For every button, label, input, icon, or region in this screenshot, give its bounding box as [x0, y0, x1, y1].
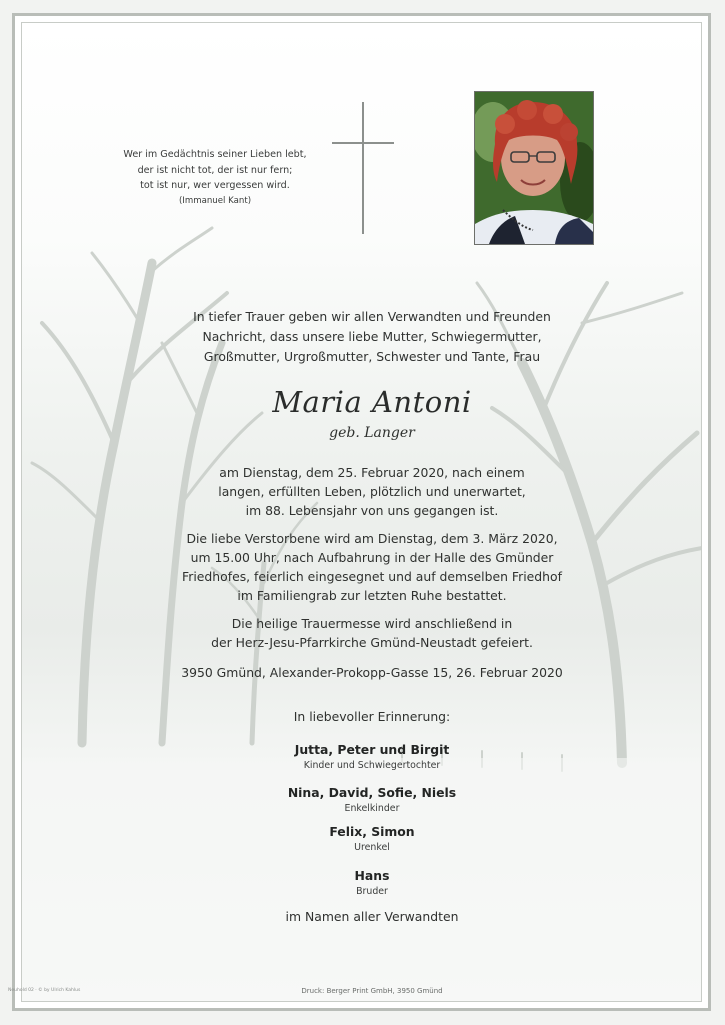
mass-details: [112, 614, 632, 652]
memory-heading: In liebevoller Erinnerung:: [293, 709, 451, 724]
quote-line: Wer im Gedächtnis seiner Lieben lebt,: [123, 149, 307, 160]
printer-credit: Druck: Berger Print GmbH, 3950 Gmünd: [301, 987, 443, 995]
cross-icon: [332, 102, 396, 234]
portrait-illustration: [475, 92, 593, 244]
death-line: am Dienstag, dem 25. Februar 2020, nach einem: [219, 465, 525, 480]
quote-author: (Immanuel Kant): [178, 195, 252, 206]
intro-line: Nachricht, dass unsere liebe Mutter, Schwiegermutter,: [202, 329, 542, 344]
intro-line: In tiefer Trauer geben wir allen Verwandten und Freunden: [193, 309, 551, 324]
death-line: langen, erfüllten Leben, plötzlich und unerwartet,: [218, 484, 526, 499]
funeral-details: [112, 529, 632, 605]
intro-text: [122, 307, 622, 367]
funeral-line: im Familiengrab zur letzten Ruhe bestattet.: [237, 588, 507, 603]
family-group: [172, 823, 572, 854]
maiden-name: geb. Langer: [329, 425, 415, 441]
place-date: 3950 Gmünd, Alexander-Prokopp-Gasse 15, 26. Februar 2020: [181, 665, 563, 680]
closing-line: im Namen aller Verwandten: [285, 909, 459, 924]
death-notice: [112, 463, 632, 520]
template-mark: Neuhold 02 · © by Ulrich Kahlus: [8, 988, 81, 993]
funeral-line: Die liebe Verstorbene wird am Dienstag, dem 3. März 2020,: [186, 531, 558, 546]
family-role: Kinder und Schwiegertochter: [303, 760, 441, 771]
portrait-photo: [474, 91, 594, 245]
family-names: Felix, Simon: [329, 824, 415, 839]
parte-card: [12, 13, 711, 1011]
mass-line: Die heilige Trauermesse wird anschließend in: [231, 616, 513, 631]
family-names: Jutta, Peter und Birgit: [294, 742, 450, 757]
family-names: Nina, David, Sofie, Niels: [287, 785, 457, 800]
family-group: [172, 867, 572, 898]
death-line: im 88. Lebensjahr von uns gegangen ist.: [245, 503, 499, 518]
family-names: Hans: [354, 868, 390, 883]
mass-line: der Herz-Jesu-Pfarrkirche Gmünd-Neustadt gefeiert.: [211, 635, 533, 650]
family-role: Bruder: [356, 886, 388, 897]
kant-quote: [110, 147, 320, 209]
family-role: Enkelkinder: [344, 803, 400, 814]
family-group: [172, 741, 572, 772]
quote-line: der ist nicht tot, der ist nur fern;: [137, 164, 293, 176]
card-inner-frame: [21, 22, 702, 1002]
quote-line: tot ist nur, wer vergessen wird.: [140, 180, 290, 191]
family-group: [172, 784, 572, 815]
family-role: Urenkel: [354, 842, 390, 853]
intro-line: Großmutter, Urgroßmutter, Schwester und Tante, Frau: [203, 349, 541, 364]
deceased-name: Maria Antoni: [272, 385, 472, 419]
funeral-line: Friedhofes, feierlich eingesegnet und auf demselben Friedhof: [182, 569, 562, 584]
funeral-line: um 15.00 Uhr, nach Aufbahrung in der Halle des Gmünder: [190, 550, 554, 565]
